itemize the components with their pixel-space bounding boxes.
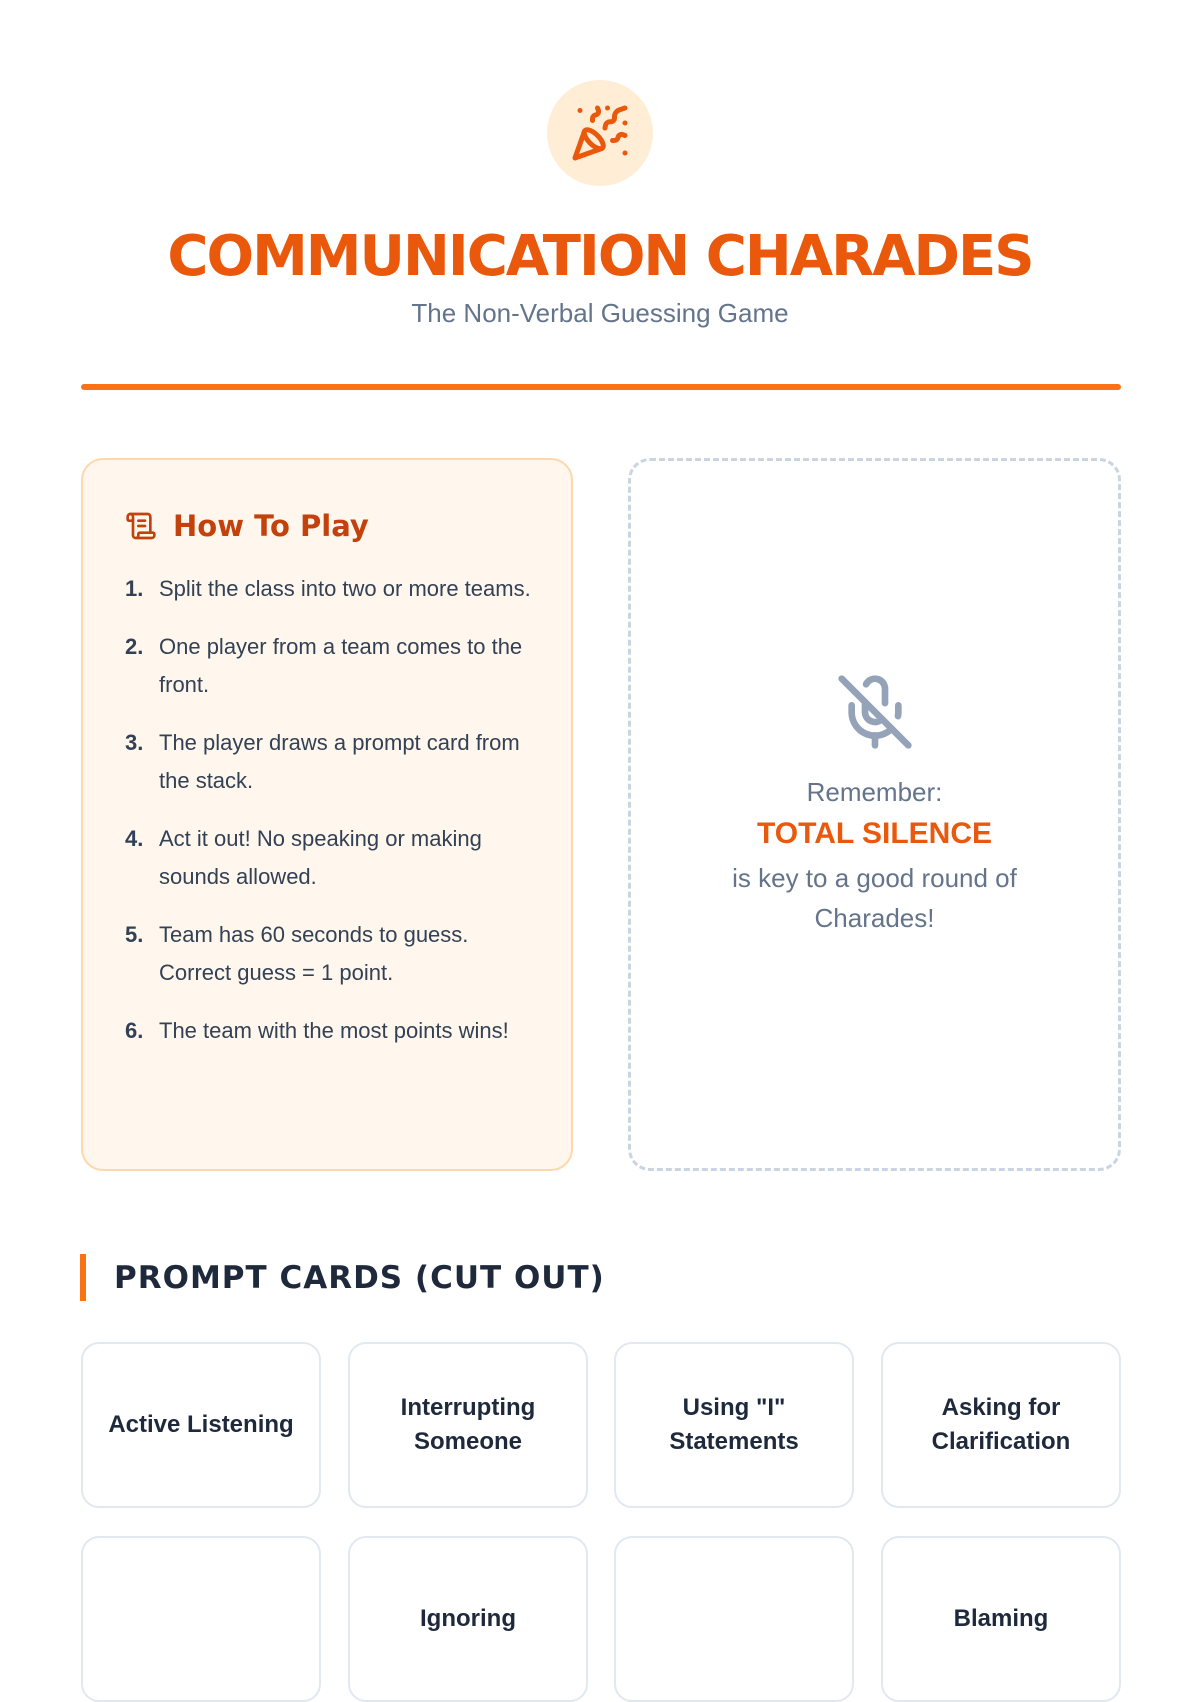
total-silence-emphasis: TOTAL SILENCE [756,816,993,850]
party-popper-icon [547,80,653,186]
section-accent-bar [80,1254,86,1301]
page-subtitle: The Non-Verbal Guessing Game [411,298,789,328]
how-to-play-header [125,504,531,548]
prompt-card [81,1536,321,1702]
scroll-icon [125,510,157,542]
step-text: Act it out! No speaking or making sounds allowed. [159,826,482,889]
how-to-play-title: How To Play [173,509,369,543]
step-number: 3. [125,730,144,755]
step-item [125,628,531,704]
prompt-card: Blaming [881,1536,1121,1702]
step-number: 6. [125,1018,144,1043]
prompt-card: Using "I" Statements [614,1342,854,1508]
step-item [125,916,531,992]
step-item [125,820,531,896]
step-item [125,570,531,608]
page-title: COMMUNICATION CHARADES [167,224,1033,289]
mic-off-icon [835,672,915,752]
prompt-card [614,1536,854,1702]
silence-reminder-card [628,458,1121,1171]
step-item [125,724,531,800]
step-text: The team with the most points wins! [159,1018,509,1043]
step-text: Split the class into two or more teams. [159,576,531,601]
prompt-cards-title: PROMPT CARDS (CUT OUT) [114,1260,605,1296]
prompt-card: Interrupting Someone [348,1342,588,1508]
reminder-message: is key to a good round of Charades! [732,862,1017,933]
prompt-card: Ignoring [348,1536,588,1702]
step-number: 5. [125,922,144,947]
step-text: Team has 60 seconds to guess. Correct guess = 1 point. [159,922,469,985]
step-item [125,1012,531,1050]
how-to-play-card [81,458,573,1171]
step-text: The player draws a prompt card from the stack. [159,730,520,793]
remember-label: Remember: [806,776,943,807]
step-number: 4. [125,826,144,851]
step-number: 2. [125,634,144,659]
prompt-card: Asking for Clarification [881,1342,1121,1508]
step-text: One player from a team comes to the front. [159,634,523,697]
steps-list [125,570,531,1050]
prompt-card: Active Listening [81,1342,321,1508]
header-divider [81,384,1121,390]
step-number: 1. [125,576,144,601]
